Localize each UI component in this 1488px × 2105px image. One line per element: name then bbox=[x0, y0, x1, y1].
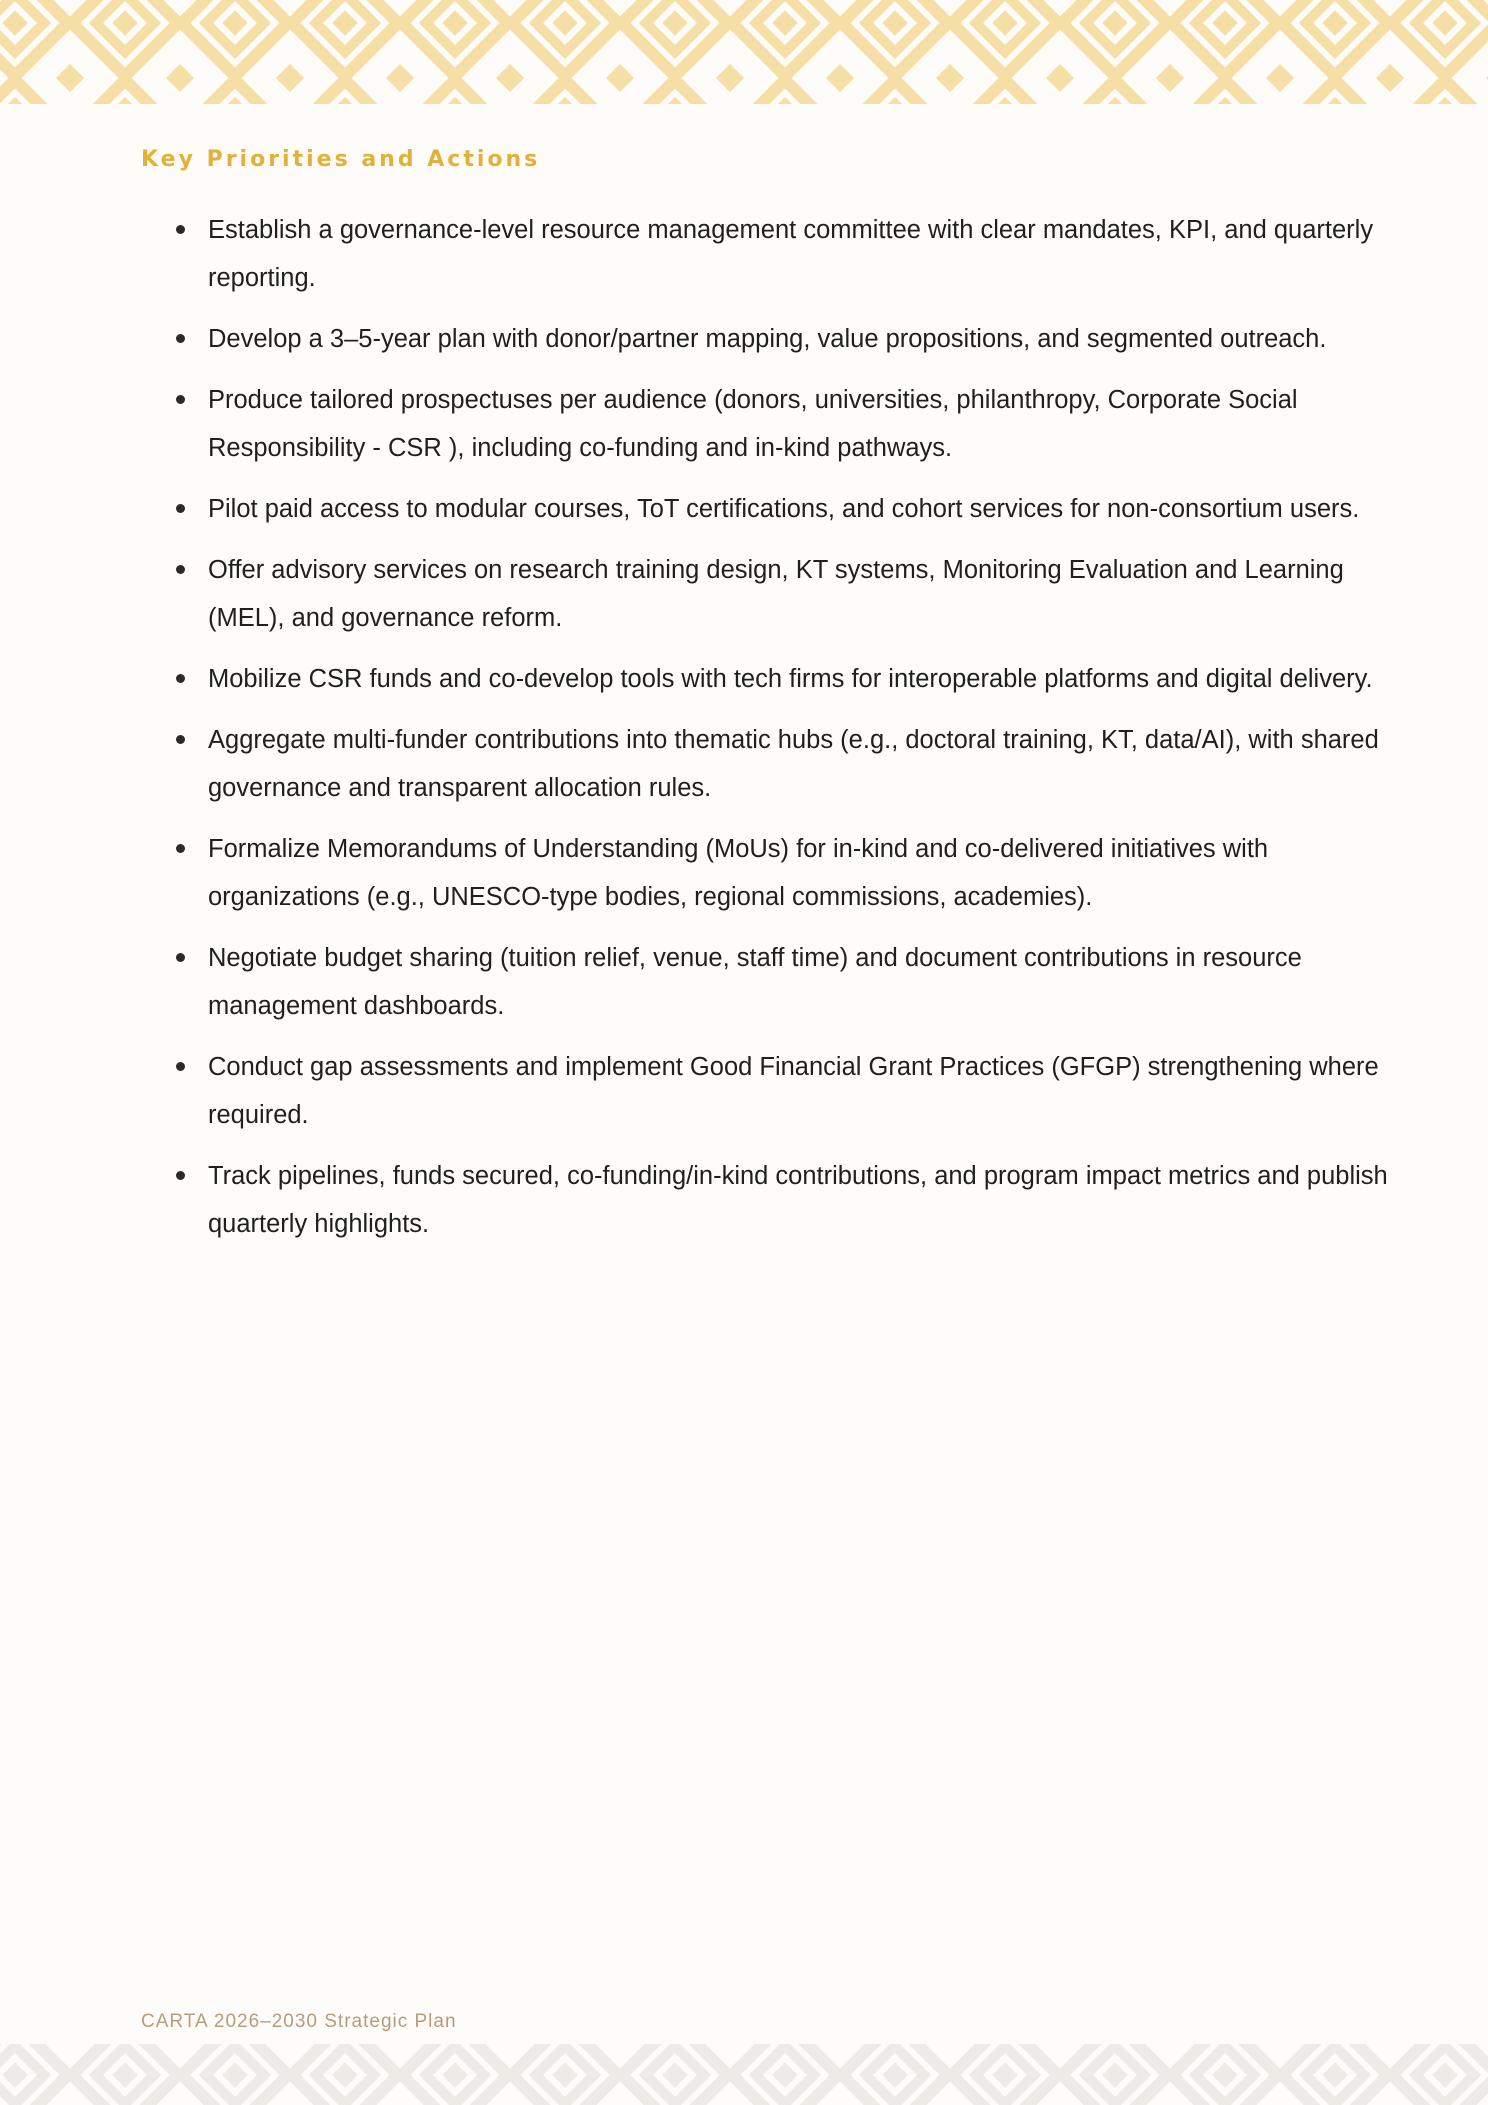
list-item-text: Formalize Memorandums of Understanding (MoUs) for in-kind and co-delivered initiatives with organizations (e.g., UNESCO-type bodies, regional commissions, academies). bbox=[208, 835, 1269, 911]
bottom-decorative-pattern bbox=[0, 2044, 1488, 2105]
list-item-text: Offer advisory services on research training design, KT systems, Monitoring Evaluation and Learning (MEL), and governance reform. bbox=[208, 556, 1344, 632]
bullet-icon bbox=[176, 844, 185, 853]
bullet-icon bbox=[176, 395, 185, 404]
list-item bbox=[141, 934, 1401, 1030]
list-item-text: Conduct gap assessments and implement Good Financial Grant Practices (GFGP) strengthening where required. bbox=[208, 1053, 1379, 1129]
bullet-icon bbox=[176, 735, 185, 744]
page-content bbox=[141, 144, 1401, 1261]
bullet-icon bbox=[176, 334, 185, 343]
priority-actions-list bbox=[141, 206, 1401, 1248]
footer-document-title: CARTA 2026–2030 Strategic Plan bbox=[141, 2011, 457, 2032]
list-item-text: Aggregate multi-funder contributions into thematic hubs (e.g., doctoral training, KT, data/AI), with shared governance and transparent allocation rules. bbox=[208, 726, 1379, 802]
bullet-icon bbox=[176, 225, 185, 234]
bullet-icon bbox=[176, 1062, 185, 1071]
list-item-text: Produce tailored prospectuses per audience (donors, universities, philanthropy, Corporate Social Responsibility - CSR ), including co-funding and in-kind pathways. bbox=[208, 386, 1298, 462]
bullet-icon bbox=[176, 1171, 185, 1180]
list-item-text: Develop a 3–5-year plan with donor/partner mapping, value propositions, and segmented outreach. bbox=[208, 325, 1327, 353]
list-item bbox=[141, 376, 1401, 472]
list-item-text: Negotiate budget sharing (tuition relief, venue, staff time) and document contributions in resource management dashboards. bbox=[208, 944, 1302, 1020]
list-item bbox=[141, 1152, 1401, 1248]
list-item bbox=[141, 825, 1401, 921]
list-item bbox=[141, 206, 1401, 302]
top-decorative-pattern bbox=[0, 0, 1488, 104]
list-item-text: Track pipelines, funds secured, co-funding/in-kind contributions, and program impact metrics and publish quarterly highlights. bbox=[208, 1162, 1388, 1238]
bullet-icon bbox=[176, 953, 185, 962]
list-item bbox=[141, 546, 1401, 642]
list-item bbox=[141, 1043, 1401, 1139]
list-item bbox=[141, 655, 1401, 703]
list-item bbox=[141, 716, 1401, 812]
list-item-text: Establish a governance-level resource management committee with clear mandates, KPI, and quarterly reporting. bbox=[208, 216, 1374, 292]
list-item bbox=[141, 315, 1401, 363]
bullet-icon bbox=[176, 565, 185, 574]
list-item-text: Pilot paid access to modular courses, ToT certifications, and cohort services for non-consortium users. bbox=[208, 495, 1360, 523]
list-item-text: Mobilize CSR funds and co-develop tools with tech firms for interoperable platforms and digital delivery. bbox=[208, 665, 1373, 693]
section-heading: Key Priorities and Actions bbox=[141, 147, 541, 172]
list-item bbox=[141, 485, 1401, 533]
bullet-icon bbox=[176, 504, 185, 513]
bullet-icon bbox=[176, 674, 185, 683]
